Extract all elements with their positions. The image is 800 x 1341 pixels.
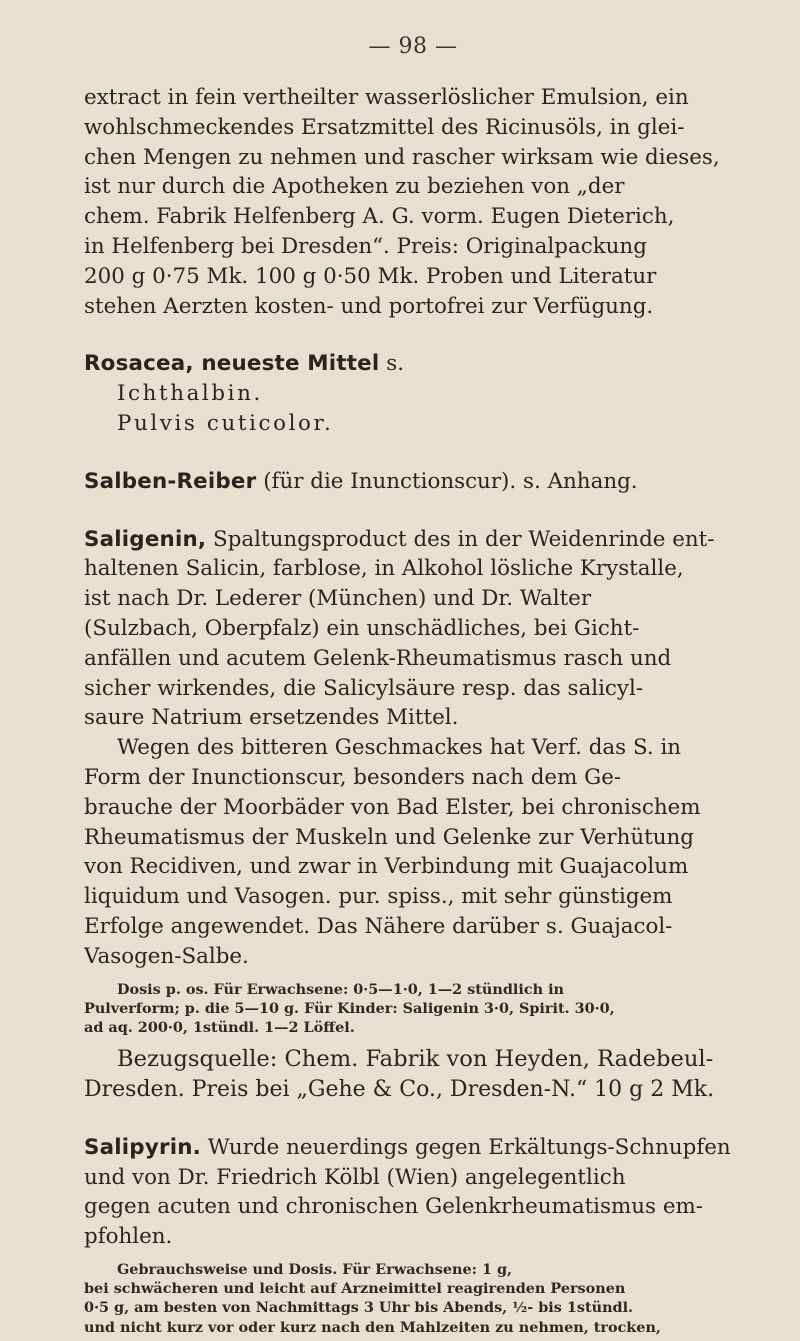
text-line: pfohlen. <box>84 1224 173 1250</box>
entry-heading-line <box>84 467 742 497</box>
text-line: Rheumatismus der Muskeln und Gelenke zur Verhütung <box>84 824 694 850</box>
entry-salipyrin <box>84 1133 742 1337</box>
source-line: Bezugsquelle: Chem. Fabrik von Heyden, Radebeul- <box>117 1046 714 1073</box>
text-line: extract in fein vertheilter wasserlöslicher Emulsion, ein <box>84 85 689 110</box>
text-line: ist nur durch die Apotheken zu beziehen von „der <box>84 174 625 200</box>
text-line: Wegen des bitteren Geschmackes hat Verf. das S. in <box>117 735 682 761</box>
text-line: (Sulzbach, Oberpfalz) ein unschädliches, bei Gicht- <box>84 615 640 641</box>
dosage-line: ad aq. 200·0, 1stündl. 1—2 Löffel. <box>84 1018 355 1036</box>
text-line: gegen acuten und chronischen Gelenkrheumatismus em- <box>84 1194 703 1220</box>
intro-paragraph <box>84 83 742 321</box>
text-line: saure Natrium ersetzendes Mittel. <box>84 705 459 731</box>
text-line: liquidum und Vasogen. pur. spiss., mit sehr günstigem <box>84 884 673 910</box>
text-line: Form der Inunctionscur, besonders nach dem Ge- <box>84 764 622 790</box>
entry-heading-line <box>84 1133 742 1163</box>
text-line: Vasogen-Salbe. <box>84 943 249 969</box>
text-line: sicher wirkendes, die Salicylsäure resp. das salicyl- <box>84 675 644 701</box>
text-line: ist nach Dr. Lederer (München) und Dr. Walter <box>84 586 592 612</box>
dosage-line: und nicht kurz vor oder kurz nach den Mahlzeiten zu nehmen, trocken, <box>84 1318 661 1336</box>
cross-reference: Pulvis cuticolor. <box>117 410 334 436</box>
dosage-line: Pulverform; p. die 5—10 g. Für Kinder: Saligenin 3·0, Spirit. 30·0, <box>84 999 615 1017</box>
entry-heading: Saligenin, <box>84 526 207 552</box>
text-line: wohlschmeckendes Ersatzmittel des Ricinusöls, in glei- <box>84 114 685 140</box>
text-line: und von Dr. Friedrich Kölbl (Wien) angelegentlich <box>84 1164 626 1190</box>
text-line: von Recidiven, und zwar in Verbindung mit Guajacolum <box>84 854 689 880</box>
entry-salben-reiber <box>84 467 742 497</box>
text-line: 200 g 0·75 Mk. 100 g 0·50 Mk. Proben und Literatur <box>84 263 657 289</box>
entry-heading: Salben-Reiber <box>84 468 257 494</box>
text-line: stehen Aerzten kosten- und portofrei zur Verfügung. <box>84 293 654 319</box>
entry-heading-line <box>84 525 742 555</box>
entry-heading: Salipyrin. <box>84 1134 201 1160</box>
dosage-line: Gebrauchsweise und Dosis. Für Erwachsene: 1 g, <box>117 1260 513 1278</box>
text-line: brauche der Moorbäder von Bad Elster, bei chronischem <box>84 794 701 820</box>
entry-text: Wurde neuerdings gegen Erkältungs-Schnupfen <box>201 1134 731 1160</box>
entry-text: (für die Inunctionscur). s. Anhang. <box>256 468 638 494</box>
text-line: chen Mengen zu nehmen und rascher wirksam wie dieses, <box>84 144 720 170</box>
cross-reference: Ichthalbin. <box>117 381 263 407</box>
text-line: chem. Fabrik Helfenberg A. G. vorm. Eugen Dieterich, <box>84 204 675 230</box>
text-line: Erfolge angewendet. Das Nähere darüber s. Guajacol- <box>84 913 673 939</box>
entry-heading: Rosacea, neueste Mittel <box>84 351 380 377</box>
dosage-line: Dosis p. os. Für Erwachsene: 0·5—1·0, 1—2 stündlich in <box>117 980 565 998</box>
source-line: Dresden. Preis bei „Gehe & Co., Dresden-N.“ 10 g 2 Mk. <box>84 1076 715 1102</box>
entry-text: Spaltungsproduct des in der Weidenrinde ent- <box>206 526 715 552</box>
text-line: anfällen und acutem Gelenk-Rheumatismus rasch und <box>84 645 672 671</box>
dosage-line: bei schwächeren und leicht auf Arzneimittel reagirenden Personen <box>84 1280 626 1298</box>
dosage-line: 0·5 g, am besten von Nachmittags 3 Uhr bis Abends, ½- bis 1stündl. <box>84 1299 634 1317</box>
entry-rosacea <box>84 349 742 438</box>
entry-heading-line <box>84 349 742 379</box>
entry-saligenin <box>84 525 742 1105</box>
text-line: in Helfenberg bei Dresden“. Preis: Originalpackung <box>84 233 647 259</box>
text-line: haltenen Salicin, farblose, in Alkohol lösliche Krystalle, <box>84 556 684 582</box>
page-number: — 98 — <box>368 34 458 59</box>
entry-heading-suffix: s. <box>379 351 404 377</box>
